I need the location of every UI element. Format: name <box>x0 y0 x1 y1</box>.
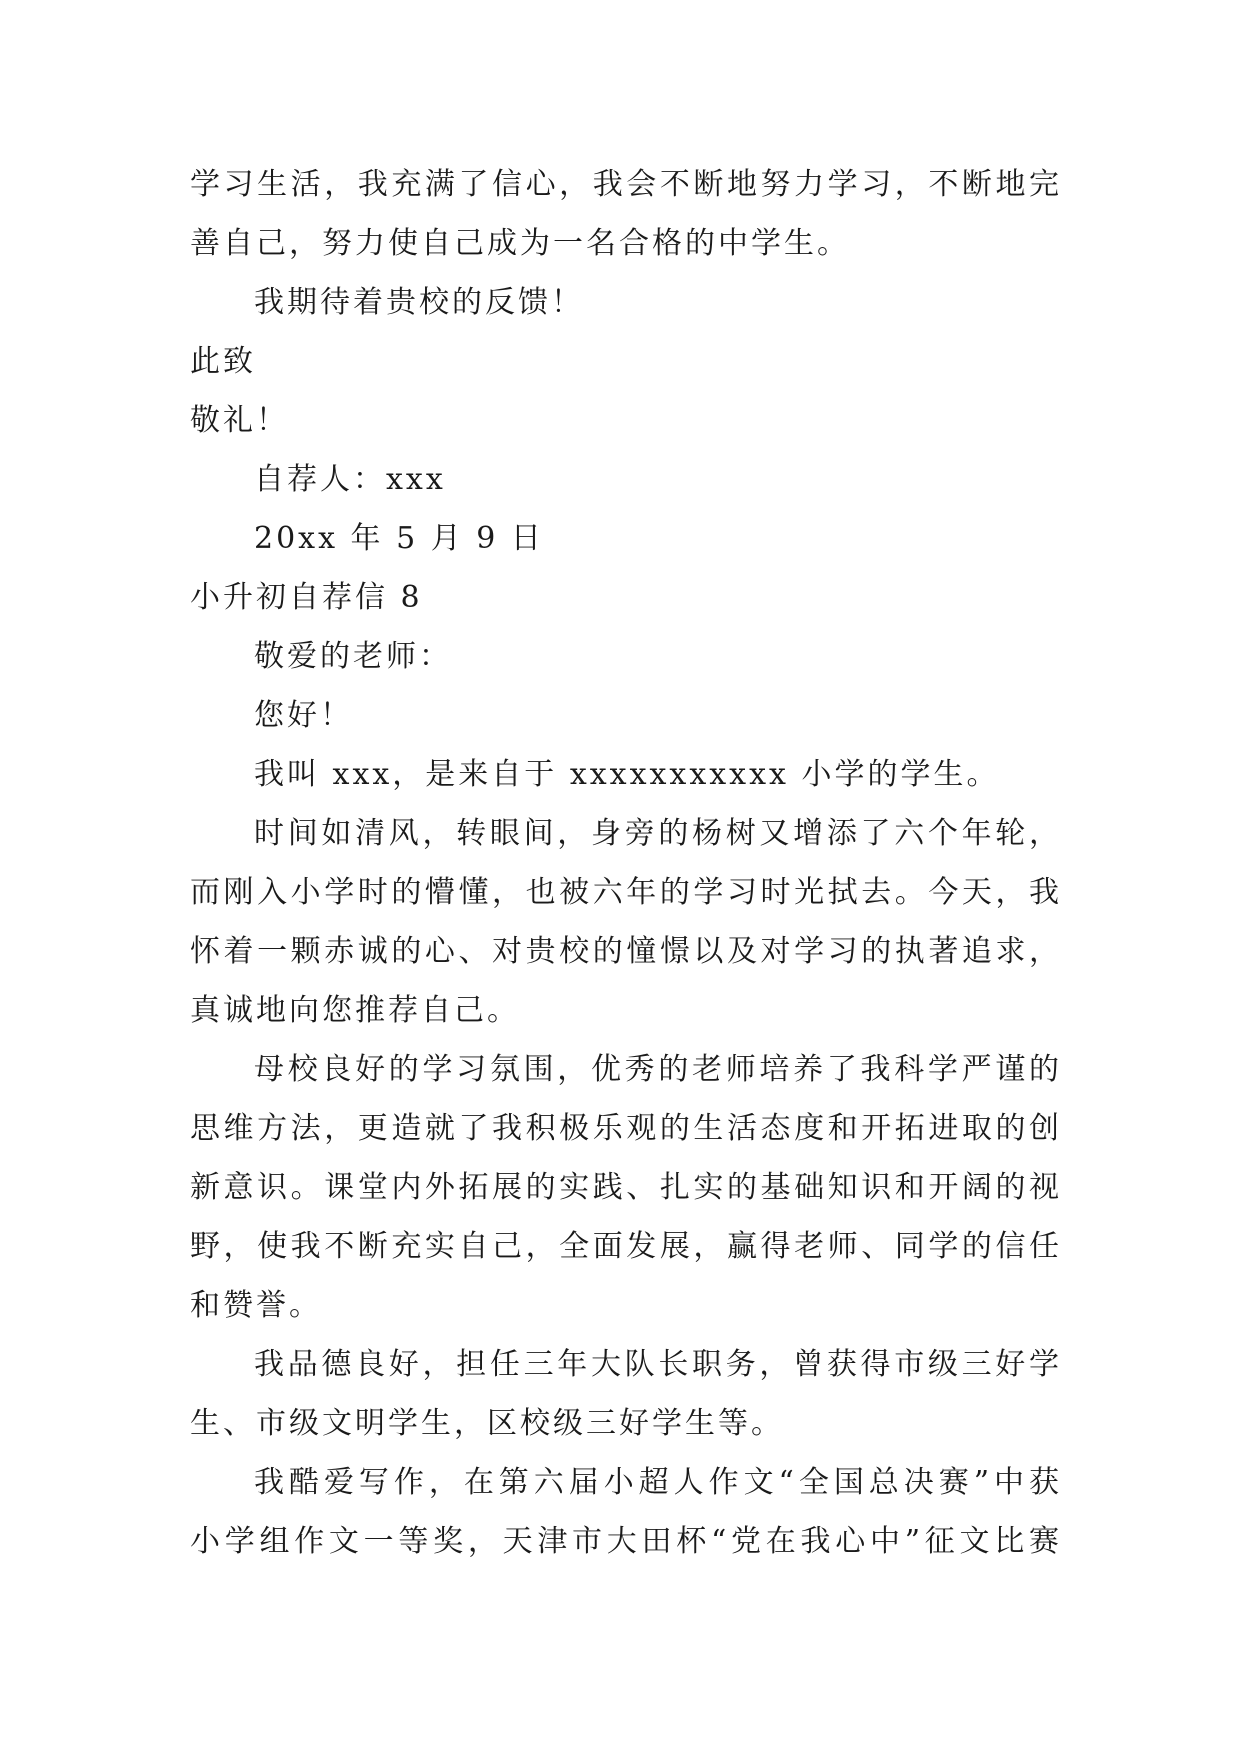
salutation-cizhi: 此致 <box>190 344 256 379</box>
paragraph-line: 新意识。课堂内外拓展的实践、扎实的基础知识和开阔的视 <box>190 1170 1062 1205</box>
paragraph-line: 我酷爱写作，在第六届小超人作文“全国总决赛”中获 <box>254 1465 1062 1500</box>
paragraph-line: 母校良好的学习氛围，优秀的老师培养了我科学严谨的 <box>254 1052 1062 1087</box>
paragraph-line: 学习生活，我充满了信心，我会不断地努力学习，不断地完 <box>190 167 1062 202</box>
intro-line: 我叫 xxx，是来自于 xxxxxxxxxxx 小学的学生。 <box>254 757 1000 792</box>
letter-body <box>190 155 1062 1571</box>
greeting-teacher: 敬爱的老师： <box>254 639 452 674</box>
paragraph-line: 小学组作文一等奖，天津市大田杯“党在我心中”征文比赛 <box>190 1524 1062 1559</box>
paragraph-line: 时间如清风，转眼间，身旁的杨树又增添了六个年轮， <box>254 816 1062 851</box>
signature: 自荐人：xxx <box>254 462 446 497</box>
paragraph-line: 和赞誉。 <box>190 1288 322 1323</box>
paragraph-line: 真诚地向您推荐自己。 <box>190 993 520 1028</box>
paragraph-line: 野，使我不断充实自己，全面发展，赢得老师、同学的信任 <box>190 1229 1062 1264</box>
paragraph-line: 善自己，努力使自己成为一名合格的中学生。 <box>190 226 850 261</box>
paragraph-line: 思维方法，更造就了我积极乐观的生活态度和开拓进取的创 <box>190 1111 1062 1146</box>
section-heading: 小升初自荐信 8 <box>190 580 423 615</box>
paragraph-line: 我品德良好，担任三年大队长职务，曾获得市级三好学 <box>254 1347 1062 1382</box>
paragraph-line: 怀着一颗赤诚的心、对贵校的憧憬以及对学习的执著追求， <box>190 934 1062 969</box>
paragraph-line: 生、市级文明学生，区校级三好学生等。 <box>190 1406 784 1441</box>
letter-date: 20xx 年 5 月 9 日 <box>254 521 544 556</box>
closing-expectation: 我期待着贵校的反馈！ <box>254 285 584 320</box>
paragraph-line: 而刚入小学时的懵懂，也被六年的学习时光拭去。今天，我 <box>190 875 1062 910</box>
salutation-jingli: 敬礼！ <box>190 403 289 438</box>
greeting-hello: 您好！ <box>254 698 353 733</box>
